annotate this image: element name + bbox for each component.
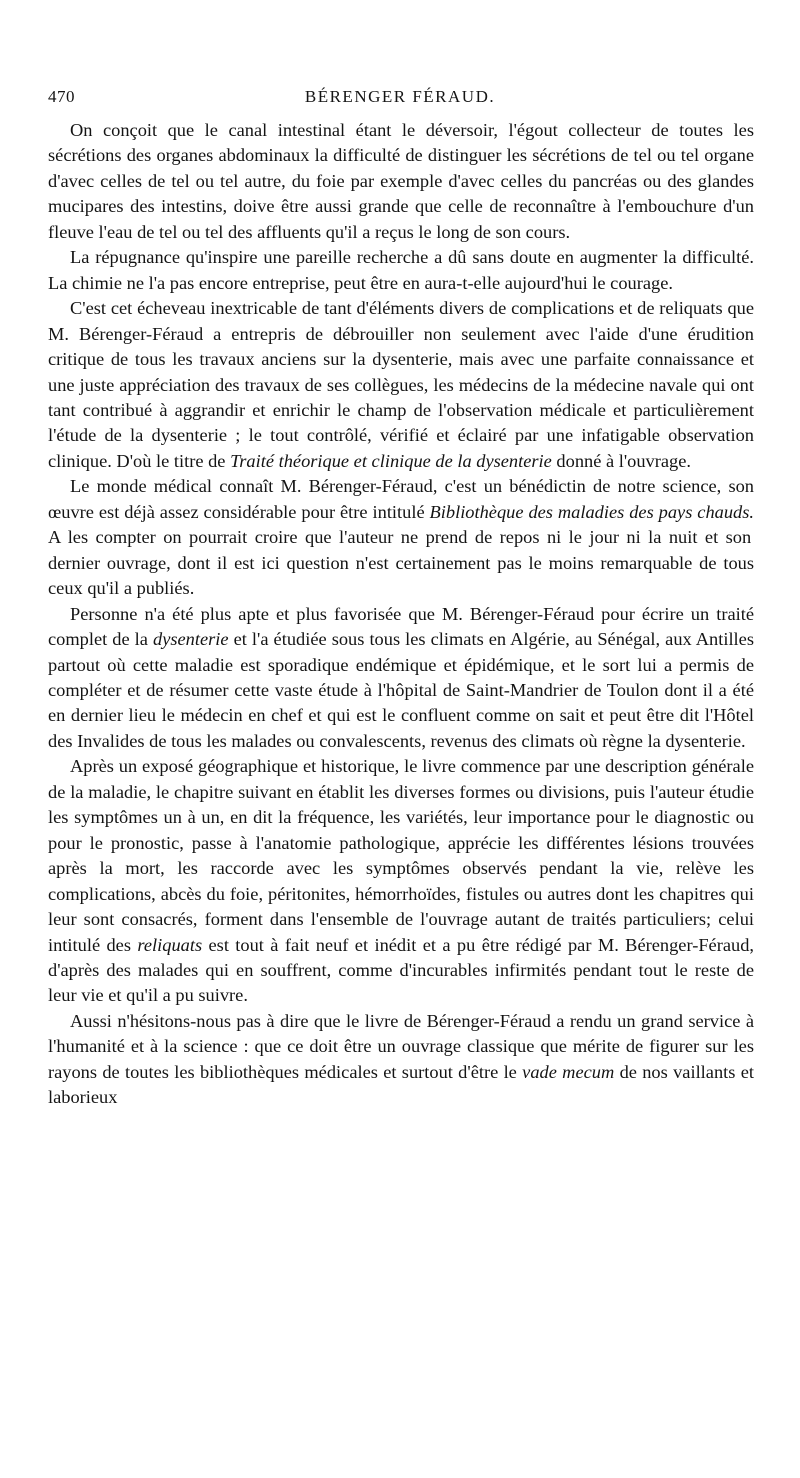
text-run: On conçoit que le canal intestinal étant le déversoir, l'égout collecteur de toutes les sécrétions des organes abdominaux la difficulté de distinguer les sécrétions de tel ou tel organe d'avec celles de tel ou tel autre, du foie par exemple d'avec celles du pancréas ou des glandes mucipares des intestins, doive être aussi grande que celle de reconnaître à l'embouchure d'un fleuve l'eau de tel ou tel des affluents qu'il a reçus le long de son cours. <box>48 120 754 242</box>
text-run: A les compter on pourrait croire que l'auteur ne prend de repos ni le jour ni la nuit et son dernier ouvrage, dont il est ici question n'est certainement pas le moins remarquable de tous ceux qu'il a publiés. <box>48 527 754 599</box>
page-number: 470 <box>48 87 75 106</box>
text-run: et l'a étudiée sous tous les climats en Algérie, au Sénégal, aux Antilles partout où cette maladie est sporadique endémique et épidémique, et le sort lui a permis de compléter et de résumer cette vaste étude à l'hôpital de Saint-Mandrier de Toulon dont il a été en dernier lieu le médecin en chef et qui est le confluent comme on sait et peut être dit l'Hôtel des Invalides de tous les malades ou convalescents, revenus des climats où règne la dysenterie. <box>48 629 754 751</box>
text-run: C'est cet écheveau inextricable de tant d'éléments divers de complications et de reliquats que M. Bérenger-Féraud a entrepris de débrouiller non seulement avec l'aide d'une érudition critique de tous les travaux anciens sur la dysenterie, mais avec une parfaite connaissance et une juste appréciation des travaux de ses collègues, les médecins de la médecine navale qui ont tant contribué à aggrandir et enrichir le champ de l'observation médicale et particulièrement l'étude de la dysenterie ; le tout contrôlé, vérifié et éclairé par une infatigable observation clinique. D'où le titre de <box>48 298 754 471</box>
text-run: donné à l'ouvrage. <box>551 450 691 471</box>
paragraph <box>48 754 754 1009</box>
paragraph <box>48 602 754 755</box>
text-run: Aussi n'hésitons-nous pas à dire que le livre de Bérenger-Féraud a rendu un grand service à l'humanité et à la science : que ce doit être un ouvrage classique que mérite de figurer sur les rayons de toutes les bibliothèques médicales et surtout d'être le <box>48 1010 754 1082</box>
paragraph <box>48 296 754 474</box>
text-run: de nos vaillants et laborieux <box>48 1061 754 1108</box>
body-text <box>48 118 754 1111</box>
running-header <box>48 87 752 111</box>
paragraph <box>48 474 754 601</box>
text-run: Après un exposé géographique et historique, le livre commence par une description générale de la maladie, le chapitre suivant en établit les diverses formes ou divisions, puis l'auteur étudie les symptômes un à un, en dit la fréquence, les variétés, leur importance pour le diagnostic ou pour le pronostic, passe à l'anatomie pathologique, apprécie les différentes lésions trouvées après la mort, les raccorde avec les symptômes observés pendant la vie, relève les complications, abcès du foie, péritonites, hémorrhoïdes, fistules ou autres dont les chapitres qui leur sont consacrés, forment dans l'ensemble de l'ouvrage autant de traités particuliers; celui intitulé des <box>48 756 754 955</box>
running-title: BÉRENGER FÉRAUD. <box>304 87 496 106</box>
italic-text: reliquats <box>137 934 203 955</box>
italic-text: vade mecum <box>522 1061 615 1082</box>
italic-text: Bibliothèque des maladies des pays chauds. <box>429 501 754 522</box>
paragraph <box>48 245 754 296</box>
text-run: La répugnance qu'inspire une pareille recherche a dû sans doute en augmenter la difficulté. La chimie ne l'a pas encore entreprise, peut être en aura-t-elle aujourd'hui le courage. <box>48 247 754 293</box>
italic-text: dysenterie <box>153 629 229 650</box>
text-run: Le monde médical connaît M. Bérenger-Féraud, c'est un bénédictin de notre science, son œuvre est déjà assez considérable pour être intitulé <box>48 476 754 522</box>
italic-text: Traité théorique et clinique de la dysenterie <box>230 450 552 471</box>
text-run: est tout à fait neuf et inédit et a pu être rédigé par M. Bérenger-Féraud, d'après des malades qui en souffrent, comme d'incurables infirmités pendant tout le reste de leur vie et qu'il a pu suivre. <box>48 934 754 1006</box>
text-run: Personne n'a été plus apte et plus favorisée que M. Bérenger-Féraud pour écrire un traité complet de la <box>48 603 754 650</box>
paragraph <box>48 1009 754 1111</box>
paragraph <box>48 118 754 245</box>
